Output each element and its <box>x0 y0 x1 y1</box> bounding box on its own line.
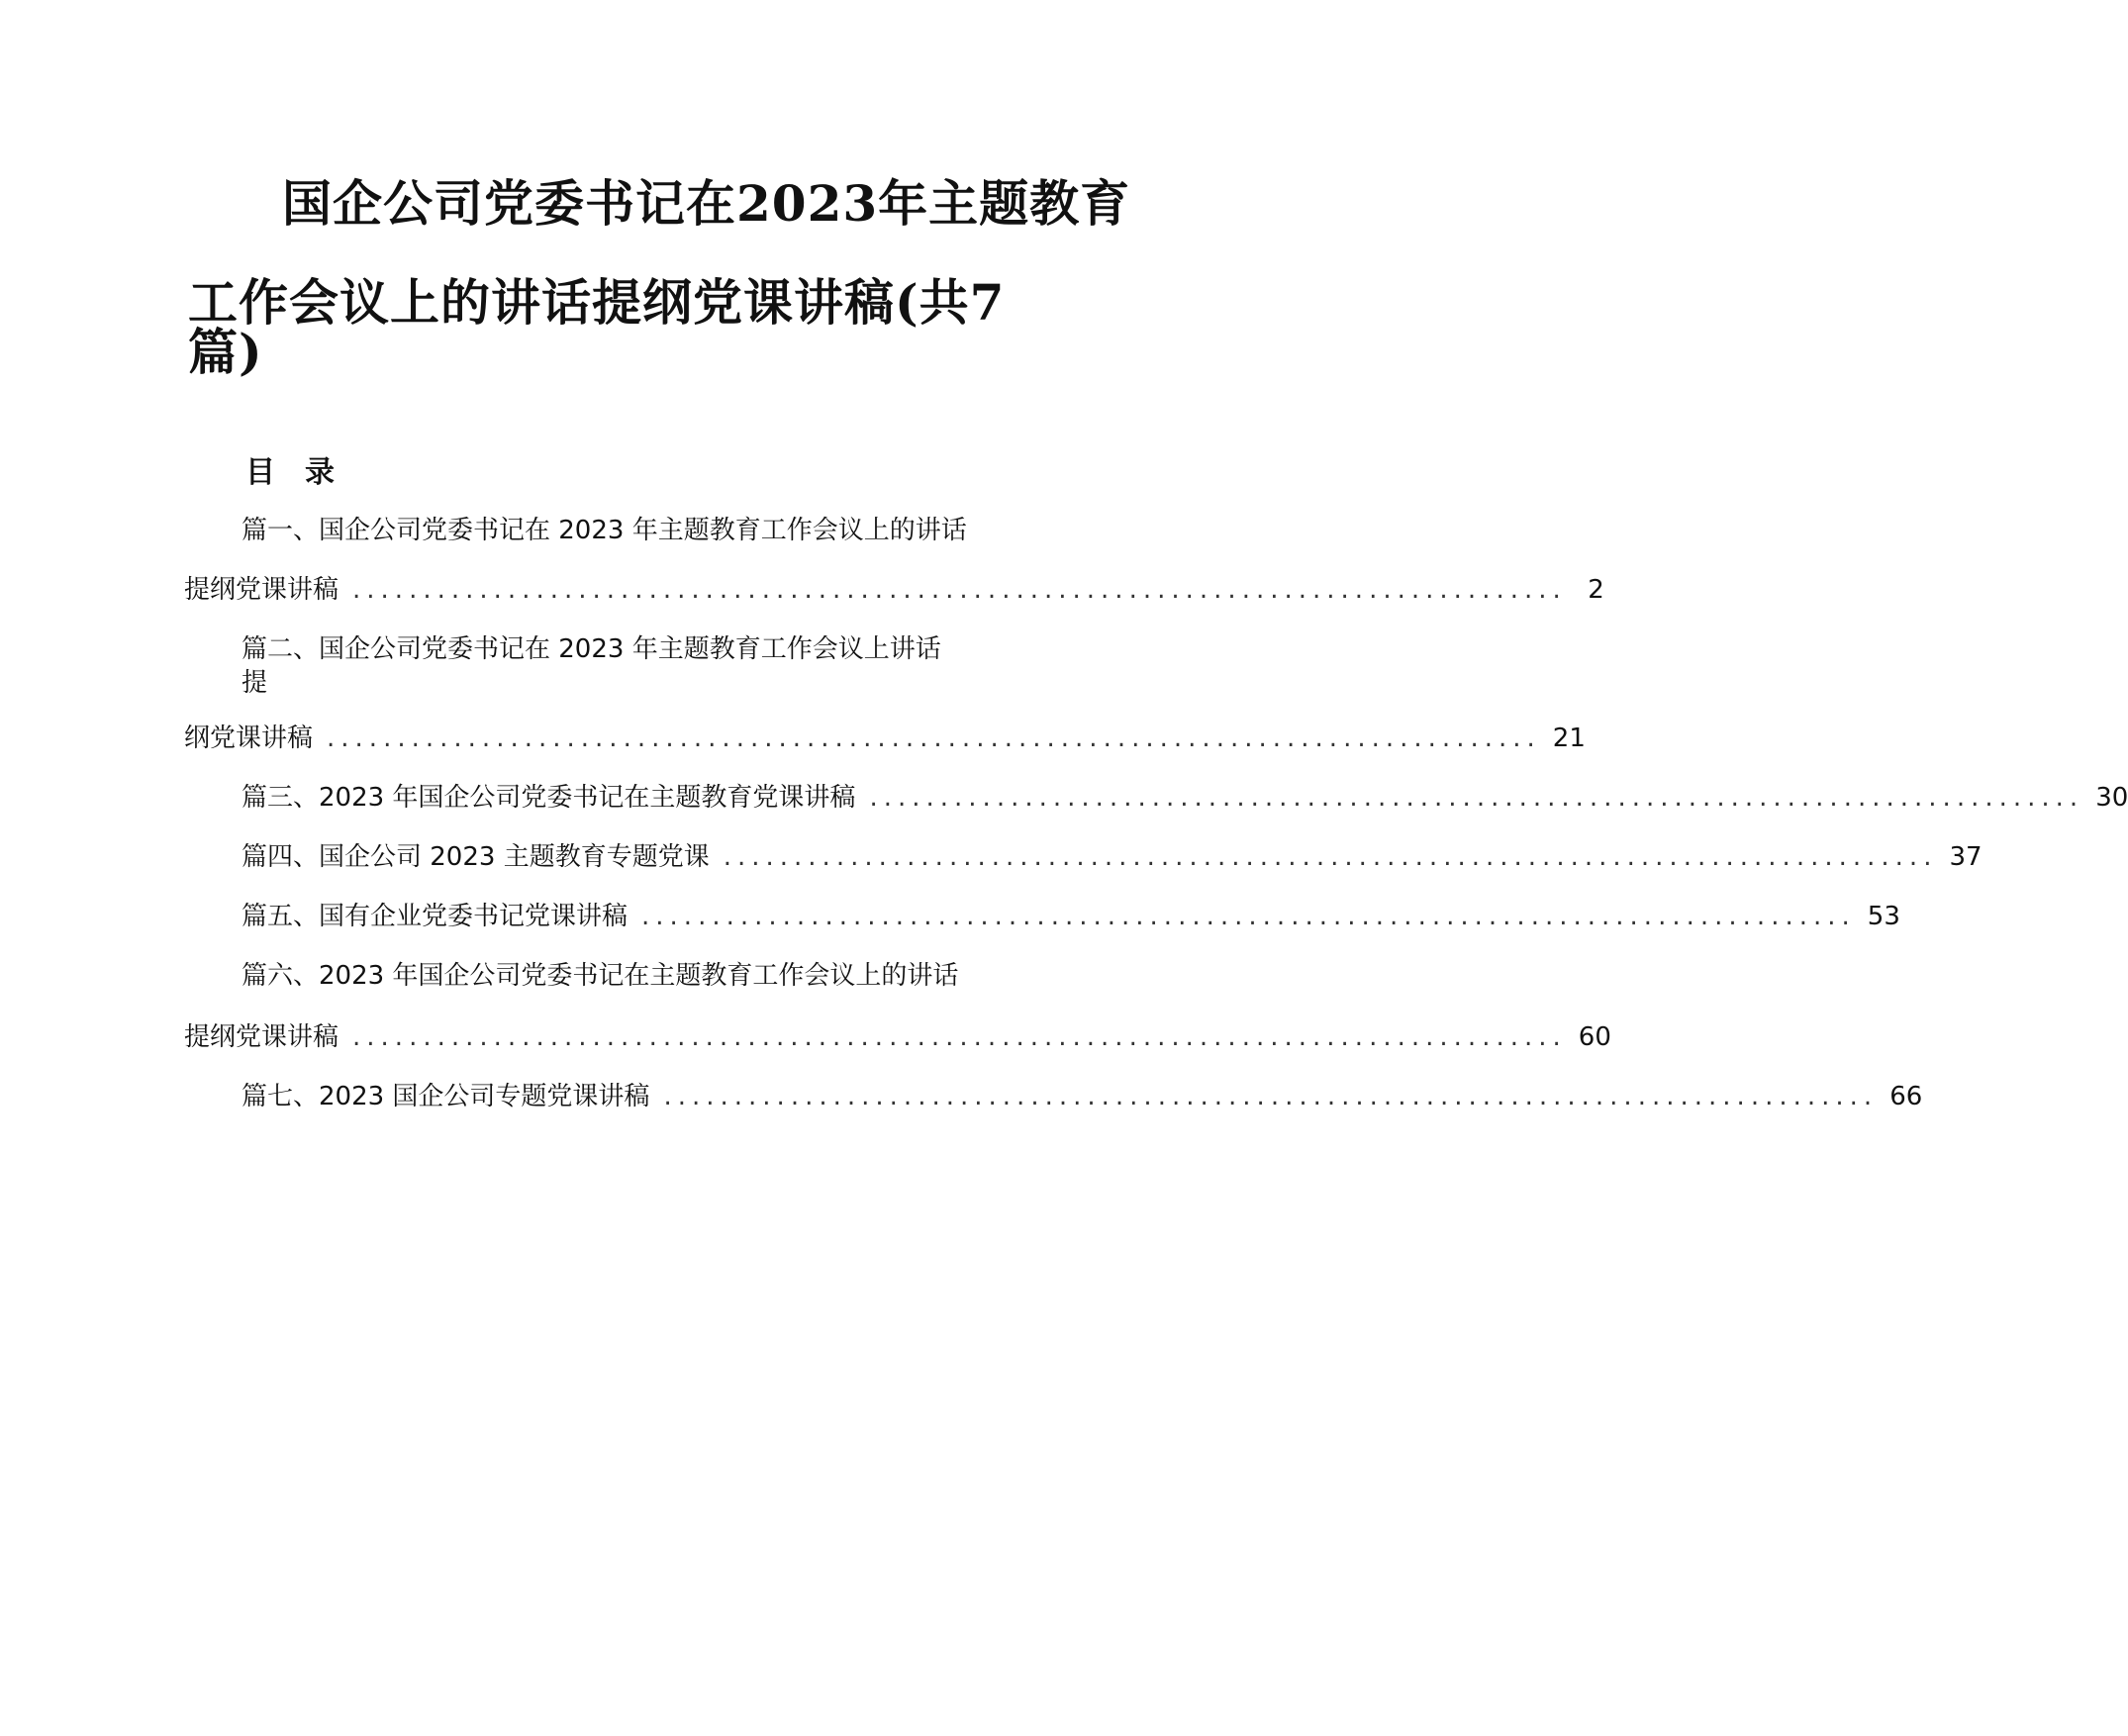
toc-entry-7-title: 篇七、2023 国企公司专题党课讲稿 <box>242 1082 650 1111</box>
dot-leader: ...................................................................................... <box>869 783 2084 813</box>
toc-entry-6[interactable] <box>184 1019 1611 1055</box>
toc-entry-7-page: 66 <box>1889 1082 1923 1111</box>
toc-entry-1-title: 提纲党课讲稿 <box>184 575 339 605</box>
toc-entry-3-title: 篇三、2023 年国企公司党委书记在主题教育党课讲稿 <box>242 783 856 813</box>
toc-entry-2-page: 21 <box>1552 723 1586 753</box>
toc-entry-1-page: 2 <box>1588 575 1604 605</box>
toc-entry-1[interactable] <box>184 572 1604 608</box>
toc-entry-5[interactable] <box>242 899 1900 934</box>
dot-leader: ...................................................................................... <box>641 902 1856 931</box>
toc-entry-4-title: 篇四、国企公司 2023 主题教育专题党课 <box>242 842 710 872</box>
toc-entry-6-line-1: 篇六、2023 年国企公司党委书记在主题教育工作会议上的讲话 <box>242 961 959 991</box>
toc-entry-5-title: 篇五、国有企业党委书记党课讲稿 <box>242 902 629 931</box>
toc-entry-2-line-1b: 提 <box>242 668 268 698</box>
toc-heading-right: 录 <box>305 455 335 490</box>
toc-entry-2[interactable] <box>184 721 1586 756</box>
toc-entry-2-title: 纲党课讲稿 <box>184 723 314 753</box>
toc-heading <box>245 453 335 493</box>
document-title-line-1: 国企公司党委书记在2023年主题教育 <box>282 174 1131 233</box>
dot-leader: ...................................................................................... <box>663 1082 1879 1111</box>
dot-leader: ...................................................................................... <box>723 842 1938 872</box>
toc-entry-5-page: 53 <box>1867 902 1900 931</box>
toc-entry-2-line-1: 篇二、国企公司党委书记在 2023 年主题教育工作会议上讲话 <box>242 634 941 664</box>
toc-entry-6-title: 提纲党课讲稿 <box>184 1022 339 1052</box>
toc-entry-3[interactable] <box>242 780 2128 816</box>
dot-leader: ...................................................................................... <box>327 723 1541 753</box>
toc-entry-4-page: 37 <box>1949 842 1983 872</box>
toc-entry-1-line-1: 篇一、国企公司党委书记在 2023 年主题教育工作会议上的讲话 <box>242 516 967 545</box>
document-title-line-2: 工作会议上的讲话提纲党课讲稿(共7 <box>188 273 1006 332</box>
toc-entry-6-page: 60 <box>1578 1022 1611 1052</box>
toc-heading-left: 目 <box>245 455 275 490</box>
document-title-line-3: 篇) <box>188 323 263 381</box>
toc-entry-7[interactable] <box>242 1079 1923 1114</box>
dot-leader: ...................................................................................... <box>352 1022 1567 1052</box>
toc-entry-4[interactable] <box>242 839 1983 875</box>
toc-entry-3-page: 30 <box>2095 783 2128 813</box>
dot-leader: ...................................................................................... <box>352 575 1567 605</box>
